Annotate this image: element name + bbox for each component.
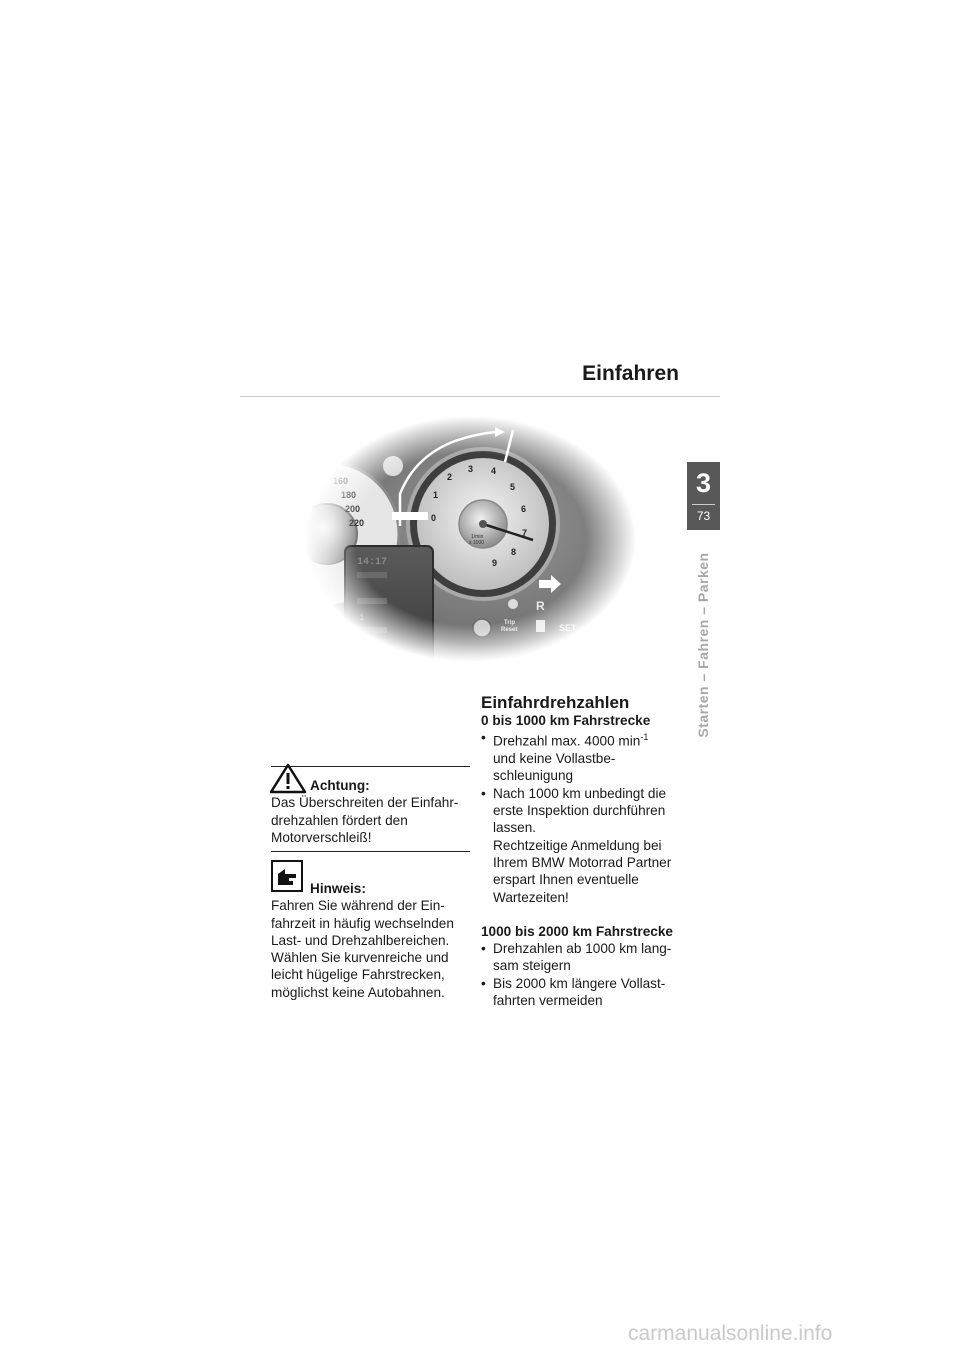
warning-title: Achtung: <box>310 778 370 793</box>
page-number: 73 <box>696 509 711 523</box>
list-item-cont: sam steigern <box>493 958 571 974</box>
warning-box <box>271 766 470 852</box>
note-line: Fahren Sie während der Ein- <box>271 898 445 914</box>
note-line: leicht hügelige Fahrstrecken, <box>271 967 445 983</box>
watermark: carmanualsonline.info <box>628 1322 833 1345</box>
right-column <box>481 693 696 1009</box>
chapter-side-label-text: Starten – Fahren – Parken <box>695 552 711 738</box>
list-item-cont: erspart Ihnen eventuelle <box>493 872 639 888</box>
warning-bottom-rule <box>271 851 470 852</box>
list-item <box>481 729 696 750</box>
superscript: -1 <box>640 732 649 743</box>
warning-line: drehzahlen fördert den <box>271 812 408 828</box>
list-item-cont: schleunigung <box>493 768 574 784</box>
list-item: • Bis 2000 km längere Vollast- <box>481 975 696 992</box>
page-title: Einfahren <box>582 362 679 385</box>
chapter-tab-divider <box>692 504 715 505</box>
list-item-cont: Ihrem BMW Motorrad Partner <box>493 854 672 870</box>
note-line: Last- und Drehzahlbereichen. <box>271 932 450 948</box>
list-item-text: Drehzahl max. 4000 min <box>493 733 641 749</box>
subsection-title: 0 bis 1000 km Fahrstrecke <box>481 713 651 728</box>
section-heading: Einfahrdrehzahlen <box>481 693 630 712</box>
warning-line: Das Überschreiten der Einfahr- <box>271 795 459 811</box>
list-item: • Drehzahlen ab 1000 km lang- <box>481 940 696 957</box>
note-line: möglichst keine Autobahnen. <box>271 984 445 1000</box>
note-box <box>271 860 470 1001</box>
note-title: Hinweis: <box>310 881 366 896</box>
subsection-title: 1000 bis 2000 km Fahrstrecke <box>481 923 673 939</box>
list-item-cont: erste Inspektion durchführen <box>493 803 666 819</box>
list-item-cont: und keine Vollastbe- <box>493 751 616 767</box>
list-item-cont: lassen. <box>493 820 537 836</box>
warning-triangle-icon <box>269 762 309 794</box>
chapter-number: 3 <box>695 468 712 498</box>
note-icon <box>271 860 303 892</box>
warning-line: Motorverschleiß! <box>271 829 372 845</box>
list-item: • Nach 1000 km unbedingt die <box>481 785 696 802</box>
title-divider <box>240 396 720 397</box>
note-line: fahrzeit in häufig wechselnden <box>271 915 454 931</box>
list-item-cont: fahrten vermeiden <box>493 992 603 1008</box>
instrument-cluster-photo <box>305 416 636 662</box>
list-item-cont: Rechtzeitige Anmeldung bei <box>493 837 662 853</box>
list-item-cont: Wartezeiten! <box>493 889 569 905</box>
note-line: Wählen Sie kurvenreiche und <box>271 950 449 966</box>
